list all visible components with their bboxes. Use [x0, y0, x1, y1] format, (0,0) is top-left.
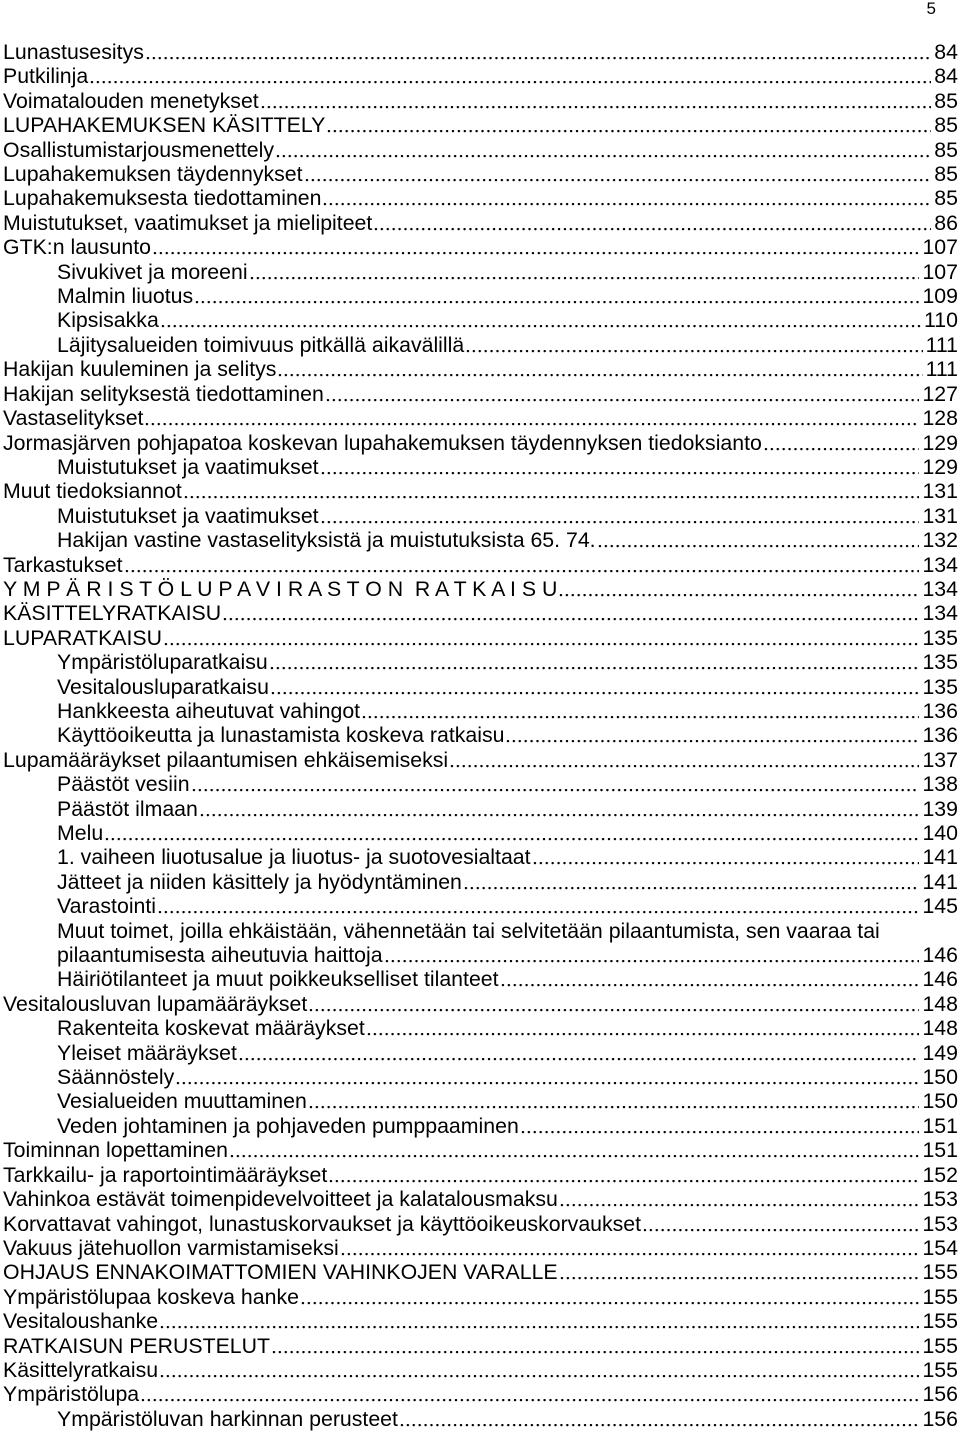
toc-entry-page: 135: [922, 625, 958, 650]
toc-entry-title: Ympäristölupa: [3, 1382, 140, 1407]
dot-leader: [183, 479, 920, 503]
toc-entry-title: pilaantumisesta aiheutuvia haittoja: [57, 943, 383, 968]
toc-entry[interactable]: [3, 797, 958, 821]
toc-entry-page: 132: [922, 528, 958, 553]
dot-leader: [159, 1358, 919, 1382]
toc-entry-page: 135: [922, 674, 958, 699]
dot-leader: [320, 504, 920, 528]
dot-leader: [763, 431, 920, 455]
toc-entry-page: 135: [922, 650, 958, 675]
dot-leader: [269, 650, 920, 674]
toc-entry-title: KÄSITTELYRATKAISU: [3, 601, 222, 626]
toc-entry-page: 111: [925, 332, 958, 357]
toc-entry-title: Lupahakemuksesta tiedottaminen: [3, 186, 322, 211]
toc-entry-page: 129: [922, 454, 958, 479]
toc-entry-page: 109: [922, 284, 958, 309]
toc-entry-title: Käyttöoikeutta ja lunastamista koskeva ratkaisu: [57, 723, 505, 748]
dot-leader: [308, 1089, 920, 1113]
toc-entry-page: 141: [922, 845, 958, 870]
toc-entry-title: Häiriötilanteet ja muut poikkeukselliset tilanteet: [57, 967, 499, 992]
dot-leader: [89, 64, 931, 88]
toc-entry-title: Hakijan vastine vastaselityksistä ja muistutuksista 65. 74.: [57, 528, 596, 553]
toc-entry[interactable]: [3, 1114, 958, 1138]
dot-leader: [366, 1016, 920, 1040]
toc-entry-title: Tarkkailu- ja raportointimääräykset: [3, 1162, 328, 1187]
toc-entry-line: [3, 943, 958, 967]
dot-leader: [449, 748, 919, 772]
toc-entry-title: Vakuus jätehuollon varmistamiseksi: [3, 1235, 339, 1260]
dot-leader: [559, 1187, 920, 1211]
toc-entry[interactable]: [3, 1016, 958, 1040]
toc-entry-title: Vesitalousluvan lupamääräykset: [3, 991, 308, 1016]
toc-entry[interactable]: [3, 1089, 958, 1113]
toc-entry[interactable]: [3, 382, 958, 406]
page-number: 5: [926, 0, 936, 18]
dot-leader: [597, 528, 920, 552]
dot-leader: [326, 113, 931, 137]
toc-entry-page: 129: [922, 430, 958, 455]
toc-entry-page: 156: [922, 1406, 958, 1431]
toc-entry[interactable]: [3, 528, 958, 552]
toc-entry-title: Vesialueiden muuttaminen: [57, 1089, 307, 1114]
toc-entry-page: 155: [922, 1309, 958, 1334]
toc-entry-page: 85: [934, 186, 958, 211]
toc-entry[interactable]: [3, 1334, 958, 1358]
toc-entry[interactable]: [3, 1309, 958, 1333]
dot-leader: [277, 357, 922, 381]
toc-entry-title: Varastointi: [57, 894, 157, 919]
toc-entry-page: 134: [922, 552, 958, 577]
toc-entry-page: 131: [922, 503, 958, 528]
toc-entry-title: Hakijan selityksestä tiedottaminen: [3, 381, 324, 406]
toc-entry[interactable]: [3, 748, 958, 772]
toc-entry-page: 150: [922, 1089, 958, 1114]
toc-entry-page: 84: [934, 40, 958, 64]
toc-entry[interactable]: [3, 357, 958, 381]
toc-entry[interactable]: [3, 601, 958, 625]
toc-entry-title: Ympäristölupaa koskeva hanke: [3, 1284, 299, 1309]
toc-entry-page: 155: [922, 1333, 958, 1358]
toc-entry[interactable]: [3, 260, 958, 284]
toc-entry[interactable]: [3, 284, 958, 308]
toc-entry[interactable]: [3, 89, 958, 113]
dot-leader: [194, 284, 919, 308]
toc-entry-page: 150: [922, 1065, 958, 1090]
dot-leader: [159, 1309, 919, 1333]
toc-entry[interactable]: [3, 1358, 958, 1382]
toc-entry-title: Muistutukset ja vaatimukset: [57, 454, 319, 479]
dot-leader: [399, 1407, 920, 1431]
toc-entry-title: Malmin liuotus: [57, 284, 194, 309]
toc-entry[interactable]: [3, 1138, 958, 1162]
toc-entry-title: Veden johtaminen ja pohjaveden pumppaaminen: [57, 1113, 519, 1138]
toc-entry-title: RATKAISUN PERUSTELUT: [3, 1333, 271, 1358]
toc-entry[interactable]: [3, 479, 958, 503]
dot-leader: [191, 772, 920, 796]
dot-leader: [270, 675, 920, 699]
dot-leader: [520, 1114, 920, 1138]
dot-leader: [300, 1285, 919, 1309]
table-of-contents: [3, 40, 958, 1431]
toc-entry[interactable]: [3, 894, 958, 918]
toc-entry-title: Vesitalousluparatkaisu: [57, 674, 269, 699]
toc-entry-title: Ympäristöluvan harkinnan perusteet: [57, 1406, 398, 1431]
dot-leader: [463, 870, 920, 894]
toc-entry-page: 148: [922, 991, 958, 1016]
dot-leader: [373, 211, 931, 235]
toc-entry-title: Kipsisakka: [57, 308, 159, 333]
toc-entry[interactable]: [3, 1065, 958, 1089]
dot-leader: [642, 1212, 919, 1236]
toc-entry[interactable]: [3, 113, 958, 137]
toc-entry[interactable]: [3, 821, 958, 845]
dot-leader: [124, 553, 920, 577]
toc-entry-page: 153: [922, 1211, 958, 1236]
toc-entry-title: Jormasjärven pohjapatoa koskevan lupahakemuksen täydennyksen tiedoksianto: [3, 430, 762, 455]
toc-entry[interactable]: [3, 553, 958, 577]
toc-entry-title: Läjitysalueiden toimivuus pitkällä aikavälillä: [57, 332, 465, 357]
toc-entry[interactable]: [3, 772, 958, 796]
toc-entry[interactable]: [3, 626, 958, 650]
toc-entry-page: 85: [934, 113, 958, 138]
toc-entry-title: 1. vaiheen liuotusalue ja liuotus- ja suotovesialtaat: [57, 845, 531, 870]
toc-entry-title: Säännöstely: [57, 1065, 175, 1090]
toc-entry-page: 110: [924, 308, 958, 333]
toc-entry[interactable]: [3, 675, 958, 699]
toc-entry[interactable]: [3, 699, 958, 723]
toc-entry-title: Hakijan kuuleminen ja selitys: [3, 357, 277, 382]
toc-entry-title: Muistutukset ja vaatimukset: [57, 503, 319, 528]
dot-leader: [145, 40, 931, 64]
dot-leader: [328, 1163, 919, 1187]
toc-entry-page: 140: [922, 821, 958, 845]
toc-entry-page: 149: [922, 1040, 958, 1065]
toc-entry-title: Yleiset määräykset: [57, 1040, 237, 1065]
toc-entry[interactable]: [3, 455, 958, 479]
toc-entry-title: Hankkeesta aiheutuvat vahingot: [57, 698, 361, 723]
toc-entry[interactable]: [3, 1212, 958, 1236]
toc-entry-page: 107: [922, 259, 958, 284]
dot-leader: [465, 333, 922, 357]
dot-leader: [308, 992, 919, 1016]
toc-entry-title: LUPAHAKEMUKSEN KÄSITTELY: [3, 113, 326, 138]
toc-entry[interactable]: [3, 162, 958, 186]
dot-leader: [500, 967, 920, 991]
dot-leader: [320, 455, 920, 479]
toc-entry[interactable]: [3, 1382, 958, 1406]
toc-entry-page: 137: [922, 747, 958, 772]
toc-entry-line: [3, 919, 958, 943]
toc-entry-title: Päästöt vesiin: [57, 772, 190, 797]
toc-entry-page: 85: [934, 137, 958, 162]
toc-entry-title: Lupahakemuksen täydennykset: [3, 162, 303, 187]
toc-entry-title: OHJAUS ENNAKOIMATTOMIEN VAHINKOJEN VARALLE: [3, 1260, 558, 1285]
toc-entry[interactable]: [3, 431, 958, 455]
dot-leader: [304, 162, 932, 186]
toc-entry[interactable]: [3, 1187, 958, 1211]
toc-entry[interactable]: [3, 1041, 958, 1065]
toc-entry[interactable]: [3, 186, 958, 210]
toc-entry-title: Rakenteita koskevat määräykset: [57, 1016, 365, 1041]
toc-entry[interactable]: [3, 40, 958, 64]
toc-entry-page: 153: [922, 1187, 958, 1212]
toc-entry-title: Muut toimet, joilla ehkäistään, vähennetään tai selvitetään pilaantumista, sen vaaraa tai: [57, 918, 880, 943]
toc-entry-title: Putkilinja: [3, 64, 89, 89]
toc-entry[interactable]: [3, 967, 958, 991]
toc-entry-title: Käsittelyratkaisu: [3, 1357, 159, 1382]
dot-leader: [384, 943, 920, 967]
toc-entry-page: 131: [922, 479, 958, 504]
toc-entry-page: 134: [922, 601, 958, 626]
toc-entry[interactable]: [3, 1407, 958, 1431]
toc-entry-title: Korvattavat vahingot, lunastuskorvaukset ja käyttöoikeuskorvaukset: [3, 1211, 642, 1236]
dot-leader: [260, 89, 932, 113]
toc-entry[interactable]: [3, 919, 958, 968]
toc-entry-page: 146: [922, 967, 958, 992]
dot-leader: [222, 601, 919, 625]
dot-leader: [157, 894, 919, 918]
toc-entry[interactable]: [3, 1285, 958, 1309]
toc-entry-page: 134: [922, 576, 958, 601]
dot-leader: [175, 1065, 919, 1089]
toc-entry[interactable]: [3, 723, 958, 747]
toc-entry-page: 151: [922, 1138, 958, 1163]
toc-entry-title: Jätteet ja niiden käsittely ja hyödyntäminen: [57, 869, 462, 894]
toc-entry-title: Toiminnan lopettaminen: [3, 1138, 228, 1163]
toc-entry-page: 85: [934, 162, 958, 187]
dot-leader: [249, 260, 920, 284]
toc-entry-title: Sivukivet ja moreeni: [57, 259, 248, 284]
dot-leader: [104, 821, 919, 845]
dot-leader: [199, 797, 920, 821]
toc-entry[interactable]: [3, 333, 958, 357]
toc-entry-page: 127: [922, 381, 958, 406]
toc-entry-title: Lupamääräykset pilaantumisen ehkäisemiseksi: [3, 747, 449, 772]
toc-entry-title: Lunastusesitys: [3, 40, 144, 64]
dot-leader: [325, 382, 920, 406]
dot-leader: [340, 1236, 920, 1260]
toc-entry-page: 155: [922, 1357, 958, 1382]
toc-entry-title: Vastaselitykset: [3, 406, 144, 431]
toc-entry-page: 151: [922, 1113, 958, 1138]
toc-entry-page: 107: [922, 235, 958, 260]
toc-entry[interactable]: [3, 1163, 958, 1187]
toc-entry-title: Vahinkoa estävät toimenpidevelvoitteet ja kalatalousmaksu: [3, 1187, 558, 1212]
dot-leader: [559, 1260, 920, 1284]
toc-entry-page: 138: [922, 772, 958, 797]
toc-entry-page: 152: [922, 1162, 958, 1187]
toc-entry[interactable]: [3, 235, 958, 259]
dot-leader: [322, 186, 931, 210]
dot-leader: [140, 1382, 919, 1406]
dot-leader: [229, 1138, 920, 1162]
toc-entry[interactable]: [3, 504, 958, 528]
toc-entry-title: Osallistumistarjousmenettely: [3, 137, 275, 162]
toc-entry-page: 111: [925, 357, 958, 382]
toc-entry[interactable]: [3, 138, 958, 162]
toc-entry-title: Vesitaloushanke: [3, 1309, 159, 1334]
toc-entry-page: 84: [934, 64, 958, 89]
toc-entry[interactable]: [3, 650, 958, 674]
toc-entry-page: 86: [934, 210, 958, 235]
dot-leader: [152, 235, 919, 259]
toc-entry-page: 85: [934, 88, 958, 113]
toc-entry-page: 154: [922, 1235, 958, 1260]
toc-entry[interactable]: [3, 992, 958, 1016]
toc-entry-title: Melu: [57, 821, 104, 845]
dot-leader: [361, 699, 919, 723]
toc-entry-page: 146: [922, 943, 958, 968]
toc-entry[interactable]: [3, 577, 958, 601]
toc-entry-title: Tarkastukset: [3, 552, 123, 577]
toc-entry[interactable]: [3, 1236, 958, 1260]
toc-entry-page: 148: [922, 1016, 958, 1041]
toc-entry[interactable]: [3, 1260, 958, 1284]
toc-entry-title: Muut tiedoksiannot: [3, 479, 182, 504]
toc-entry[interactable]: [3, 211, 958, 235]
toc-entry-page: 141: [922, 869, 958, 894]
toc-entry-page: 136: [922, 723, 958, 748]
toc-entry-title: Ympäristöluparatkaisu: [57, 650, 268, 675]
toc-entry-page: 128: [922, 406, 958, 431]
toc-entry-title: Voimatalouden menetykset: [3, 88, 259, 113]
dot-leader: [238, 1041, 920, 1065]
toc-entry[interactable]: [3, 870, 958, 894]
toc-entry-page: 155: [922, 1284, 958, 1309]
toc-entry-title: Muistutukset, vaatimukset ja mielipiteet: [3, 210, 373, 235]
toc-entry-title: GTK:n lausunto: [3, 235, 151, 260]
dot-leader: [275, 138, 931, 162]
dot-leader: [163, 626, 919, 650]
toc-entry-title: LUPARATKAISU: [3, 625, 162, 650]
toc-entry-page: 145: [922, 894, 958, 919]
toc-entry-page: 156: [922, 1382, 958, 1407]
dot-leader: [271, 1334, 919, 1358]
toc-entry[interactable]: [3, 64, 958, 88]
toc-entry[interactable]: [3, 406, 958, 430]
dot-leader: [532, 845, 920, 869]
toc-entry-page: 155: [922, 1260, 958, 1285]
toc-entry-page: 139: [922, 796, 958, 821]
dot-leader: [160, 308, 921, 332]
toc-entry-title: Y M P Ä R I S T Ö L U P A V I R A S T O N R A T K A I S U: [3, 576, 558, 601]
dot-leader: [144, 406, 919, 430]
dot-leader: [558, 577, 919, 601]
toc-entry[interactable]: [3, 308, 958, 332]
toc-entry-page: 136: [922, 698, 958, 723]
toc-entry-title: Päästöt ilmaan: [57, 796, 198, 821]
toc-entry[interactable]: [3, 845, 958, 869]
dot-leader: [505, 723, 919, 747]
